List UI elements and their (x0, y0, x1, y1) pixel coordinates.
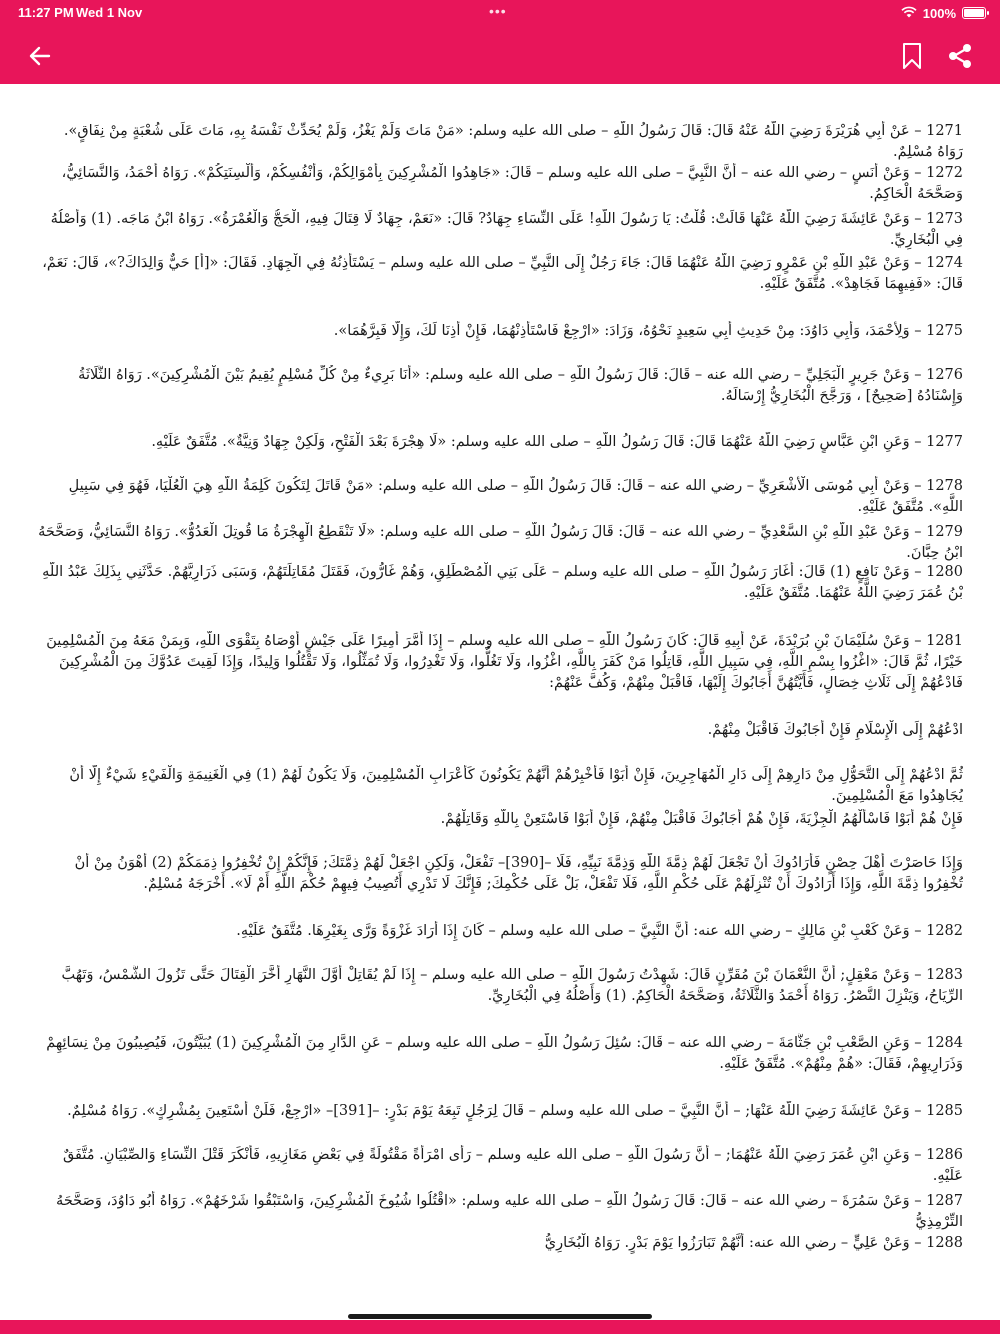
bottom-accent-strip (0, 1320, 1000, 1334)
hadith-1281: 1281 – وَعَنْ سُلَيْمَانَ بْنِ بُرَيْدَةَ، عَنْ أَبِيهِ قَالَ: كَانَ رَسُولُ اللَّهِ – صلى الله عليه وسلم – إِذَا أَمَّرَ أَمِيرًا عَلَى جَيْشٍ أَوْصَاهُ بِتَقْوَى اللَّهِ، وَبِمَنْ مَعَهُ مِنَ الْمُسْلِمِينَ خَيْرًا، ثُمَّ قَالَ: «اغْزُوا بِسْمِ اللَّهِ، فِي سَبِيلِ اللَّهِ، قَاتِلُوا مَنْ كَفَرَ بِاللَّهِ، اغْزُوا، وَلَا تَغُلُّوا، وَلَا تَغْدِرُوا، وَلَا تُمَثِّلُوا، وَلَا تَقْتُلُوا وَلِيدًا، وَإِذَا لَقِيتَ عَدُوَّكَ مِنَ الْمُشْرِكِينَ فَادْعُهُمْ إِلَى ثَلَاثِ خِصَالٍ، فَأَيَّتُهُنَّ أَجَابُوكَ إِلَيْهَا، فَاقْبَلْ مِنْهُمْ، وَكُفَّ عَنْهُمْ: (46, 632, 963, 691)
hadith-1281-cont-3: فَإِنْ هُمْ أَبَوْا فَاسْأَلْهُمُ الْجِزْيَةَ، فَإِنْ هُمْ أَجَابُوكَ فَاقْبَلْ مِنْهُمْ، فَإِنْ أَبَوْا فَاسْتَعِنْ بِاللَّهِ وَقَاتِلْهُمْ. (440, 810, 963, 827)
battery-percent: 100% (922, 5, 956, 21)
hadith-1276: 1276 – وَعَنْ جَرِيرٍ الْبَجَلِيِّ – رضي الله عنه – قَالَ: قَالَ رَسُولُ اللَّهِ – صلى الله عليه وسلم: «أَنَا بَرِيءٌ مِنْ كُلِّ مُسْلِمٍ يُقِيمُ بَيْنَ الْمُشْرِكِينَ». رَوَاهُ الثَّلَاثَةُ وَإِسْنَادُهُ [صَحِيحٌ] ، وَرَجَّحَ الْبُخَارِيُّ إِرْسَالَهُ. (78, 366, 963, 404)
status-time: 11:27 PM (18, 5, 74, 20)
wifi-icon (901, 6, 917, 21)
hadith-1277: 1277 – وَعَنِ ابْنِ عَبَّاسٍ رَضِيَ اللَّهُ عَنْهُمَا قَالَ: قَالَ رَسُولُ اللَّهِ – صلى الله عليه وسلم: «لَا هِجْرَةَ بَعْدَ الْفَتْحِ، وَلَكِنْ جِهَادٌ وَنِيَّةٌ». مُتَّفَقٌ عَلَيْهِ. (151, 433, 963, 450)
hadith-1279: 1279 – وَعَنْ عَبْدِ اللَّهِ بْنِ السَّعْدِيِّ – رضي الله عنه – قَالَ: قَالَ رَسُولُ اللَّهِ – صلى الله عليه وسلم: «لَا تَنْقَطِعُ الْهِجْرَةُ مَا قُوتِلَ الْعَدُوُّ». رَوَاهُ النَّسَائِيُّ، وَصَحَّحَهُ ابْنُ حِبَّانَ. (38, 523, 963, 561)
hadith-1273: 1273 – وَعَنْ عَائِشَةَ رَضِيَ اللَّهُ عَنْهَا قَالَتْ: قُلْتُ: يَا رَسُولَ اللَّهِ! عَلَى النِّسَاءِ جِهَادٌ? قَالَ: «نَعَمْ، جِهَادٌ لَا قِتَالَ فِيهِ، الْحَجُّ وَالْعُمْرَةُ». رَوَاهُ ابْنُ مَاجَه. (1) وَأَصْلُهُ فِي الْبُخَارِيِّ. (50, 210, 963, 248)
hadith-1272: 1272 – وَعَنْ أَنَسٍ – رضي الله عنه – أَنَّ النَّبِيَّ – صلى الله عليه وسلم – قَالَ: «جَاهِدُوا الْمُشْرِكِينَ بِأَمْوَالِكُمْ، وَأَنْفُسِكُمْ، وَأَلْسِنَتِكُمْ». رَوَاهُ أَحْمَدُ، وَالنَّسَائِيُّ، وَصَحَّحَهُ الْحَاكِمُ. (61, 164, 963, 202)
back-button[interactable] (18, 34, 62, 78)
share-button[interactable] (938, 34, 982, 78)
top-toolbar (0, 26, 1000, 84)
hadith-1275: 1275 – وَلِأَحْمَدَ، وَأَبِي دَاوُدَ: مِنْ حَدِيثِ أَبِي سَعِيدٍ نَحْوُهُ، وَزَادَ: «ارْجِعْ فَاسْتَأْذِنْهُمَا، فَإِنْ أَذِنَا لَكَ، وَإِلَّا فَبِرَّهُمَا». (333, 322, 963, 339)
hadith-1284: 1284 – وَعَنِ الصَّعْبِ بْنِ جَثَّامَةَ – رضي الله عنه – قَالَ: سُئِلَ رَسُولُ اللَّهِ – صلى الله عليه وسلم – عَنِ الدَّارِ مِنَ الْمُشْرِكِينَ (1) يُبَيَّتُونَ، فَيُصِيبُونَ مِنْ نِسَائِهِمْ وَذَرَارِيهِمْ، فَقَالَ: «هُمْ مِنْهُمْ». مُتَّفَقٌ عَلَيْهِ. (46, 1034, 963, 1072)
hadith-1285: 1285 – وَعَنْ عَائِشَةَ رَضِيَ اللَّهُ عَنْهَا; – أَنَّ النَّبِيَّ – صلى الله عليه وسلم – قَالَ لِرَجُلٍ تَبِعَهُ يَوْمَ بَدْرٍ: –[391]– «ارْجِعْ، فَلَنْ أَسْتَعِينَ بِمُشْرِكٍ». رَوَاهُ مُسْلِمٌ. (67, 1102, 963, 1119)
hadith-1271: 1271 – عَنْ أَبِي هُرَيْرَةَ رَضِيَ اللَّهُ عَنْهُ قَالَ: قَالَ رَسُولُ اللَّهِ – صلى الله عليه وسلم: «مَنْ مَاتَ وَلَمْ يَغْزُ، وَلَمْ يُحَدِّثْ نَفْسَهُ بِهِ، مَاتَ عَلَى شُعْبَةٍ مِنْ نِفَاقٍ». رَوَاهُ مُسْلِمٌ. (63, 122, 963, 160)
hadith-1282: 1282 – وَعَنْ كَعْبِ بْنِ مَالِكٍ – رضي الله عنه: أَنَّ النَّبِيَّ – صلى الله عليه وسلم – كَانَ إِذَا أَرَادَ غَزْوَةً وَرَّى بِغَيْرِهَا. مُتَّفَقٌ عَلَيْهِ. (236, 922, 963, 939)
hadith-1287: 1287 – وَعَنْ سَمُرَةَ – رضي الله عنه – قَالَ: قَالَ رَسُولُ اللَّهِ – صلى الله عليه وسلم: «اقْتُلُوا شُيُوخَ الْمُشْرِكِينَ، وَاسْتَبْقُوا شَرْخَهُمْ». رَوَاهُ أَبُو دَاوُدَ، وَصَحَّحَهُ التِّرْمِذِيُّ (56, 1192, 963, 1230)
arrow-left-icon (29, 46, 51, 66)
home-indicator[interactable] (348, 1314, 652, 1319)
hadith-1281-cont-1: ادْعُهُمْ إِلَى الْإِسْلَامِ فَإِنْ أَجَابُوكَ فَاقْبَلْ مِنْهُمْ. (707, 721, 963, 738)
multitasking-dots[interactable]: ••• (489, 3, 507, 19)
hadith-1288: 1288 – وَعَنْ عَلِيٍّ – رضي الله عنه: أَنَّهُمْ تَبَارَزُوا يَوْمَ بَدْرٍ. رَوَاهُ الْبُخَارِيُّ (544, 1234, 963, 1251)
hadith-1281-cont-2: ثُمَّ ادْعُهُمْ إِلَى التَّحَوُّلِ مِنْ دَارِهِمْ إِلَى دَارِ الْمُهَاجِرِينَ، فَإِنْ أَبَوْا فَأَخْبِرْهُمْ أَنَّهُمْ يَكُونُونَ كَأَعْرَابِ الْمُسْلِمِينَ، وَلَا يَكُونُ لَهُمْ (1) فِي الْغَنِيمَةِ وَالْفَيْءِ شَيْءٌ إِلَّا أَنْ يُجَاهِدُوا مَعَ الْمُسْلِمِينَ. (69, 766, 963, 804)
bookmark-button[interactable] (890, 34, 934, 78)
battery-icon (962, 7, 986, 19)
status-bar (0, 0, 1000, 26)
status-indicators (901, 4, 986, 22)
hadith-1281-cont-4: وَإِذَا حَاصَرْتَ أَهْلَ حِصْنٍ فَأَرَادُوكَ أَنْ تَجْعَلَ لَهُمْ ذِمَّةَ اللَّهِ وَذِمَّةَ نَبِيِّهِ، فَلَا –[390]– تَفْعَلْ، وَلَكِنِ اجْعَلْ لَهُمْ ذِمَّتَكَ; فَإِنَّكُمْ إِنْ تُخْفِرُوا ذِمَمَكُمْ (2) أَهْوَنُ مِنْ أَنْ تُخْفِرُوا ذِمَّةَ اللَّهِ، وَإِذَا أَرَادُوكَ أَنْ تُنْزِلَهُمْ عَلَى حُكْمِ اللَّهِ، فَلَا تَفْعَلْ، بَلْ عَلَى حُكْمِكَ; فَإِنَّكَ لَا تَدْرِي أَتُصِيبُ فِيهِمْ حُكْمَ اللَّهِ أَمْ لَا». أَخْرَجَهُ مُسْلِمٌ. (74, 854, 963, 892)
hadith-1278: 1278 – وَعَنْ أَبِي مُوسَى الْأَشْعَرِيِّ – رضي الله عنه – قَالَ: قَالَ رَسُولُ اللَّهِ – صلى الله عليه وسلم: «مَنْ قَاتَلَ لِتَكُونَ كَلِمَةُ اللَّهِ هِيَ الْعُلْيَا، فَهُوَ فِي سَبِيلِ اللَّهِ». مُتَّفَقٌ عَلَيْهِ. (68, 477, 963, 515)
hadith-1283: 1283 – وَعَنْ مَعْقِلٍ; أَنَّ النُّعْمَانَ بْنَ مُقَرِّنٍ قَالَ: شَهِدْتُ رَسُولَ اللَّهِ – صلى الله عليه وسلم – إِذَا لَمْ يُقَاتِلْ أَوَّلَ النَّهَارِ أَخَّرَ الْقِتَالَ حَتَّى تَزُولَ الشَّمْسُ، وَتَهُبَّ الرِّيَاحُ، وَيَنْزِلَ النَّصْرُ. رَوَاهُ أَحْمَدُ وَالثَّلَاثَةُ، وَصَحَّحَهُ الْحَاكِمُ. (1) وَأَصْلُهُ فِي الْبُخَارِيِّ. (61, 966, 963, 1004)
status-date: Wed 1 Nov (76, 5, 143, 20)
hadith-1274: 1274 – وَعَنْ عَبْدِ اللَّهِ بْنِ عَمْرٍو رَضِيَ اللَّهُ عَنْهُمَا قَالَ: جَاءَ رَجُلٌ إِلَى النَّبِيِّ – صلى الله عليه وسلم – يَسْتَأْذِنُهُ فِي الْجِهَادِ. فَقَالَ: «[أَ] حَيٌّ وَالِدَاكَ?»، قَالَ: نَعَمْ، قَالَ: «فَفِيهِمَا فَجَاهِدْ». مُتَّفَقٌ عَلَيْهِ. (42, 254, 963, 292)
hadith-1280: 1280 – وَعَنْ نَافِعٍ (1) قَالَ: أَغَارَ رَسُولُ اللَّهِ – صلى الله عليه وسلم – عَلَى بَنِي الْمُصْطَلِقِ، وَهُمْ غَارُّونَ، فَقَتَلَ مُقَاتِلَتَهُمْ، وَسَبَى ذَرَارِيَّهُمْ. حَدَّثَنِي بِذَلِكَ عَبْدُ اللَّهِ بْنُ عُمَرَ رَضِيَ اللَّهُ عَنْهُمَا. مُتَّفَقٌ عَلَيْهِ. (42, 563, 963, 601)
hadith-1286: 1286 – وَعَنِ ابْنِ عُمَرَ رَضِيَ اللَّهُ عَنْهُمَا; – أَنَّ رَسُولَ اللَّهِ – صلى الله عليه وسلم – رَأَى امْرَأَةً مَقْتُولَةً فِي بَعْضِ مَغَازِيهِ، فَأَنْكَرَ قَتْلَ النِّسَاءِ وَالصِّبْيَانِ. مُتَّفَقٌ عَلَيْهِ. (62, 1146, 963, 1184)
bookmark-icon (902, 42, 922, 70)
share-icon (947, 43, 973, 69)
hadith-text-content[interactable] (0, 84, 1000, 1320)
